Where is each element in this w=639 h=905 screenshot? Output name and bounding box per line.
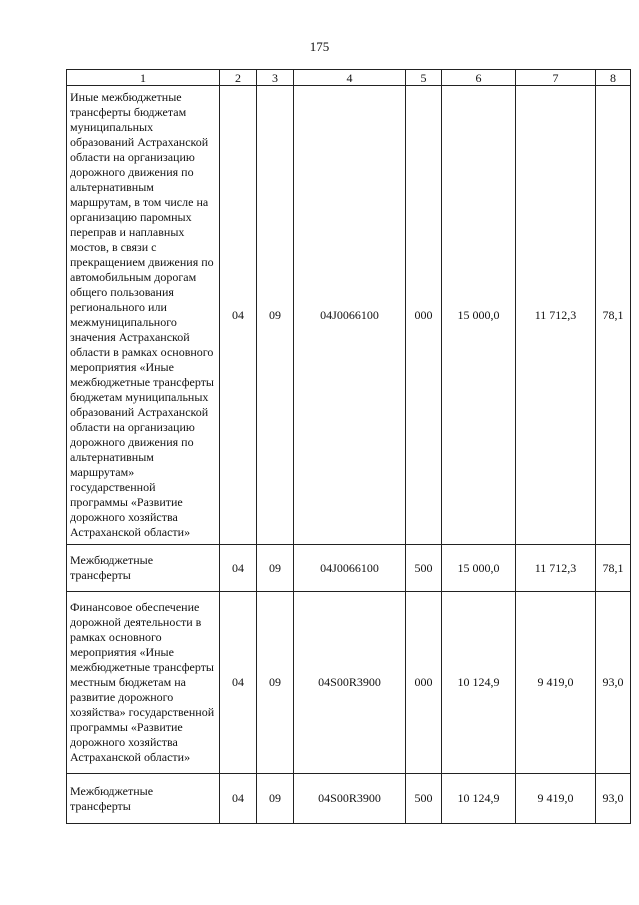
percent-cell: 78,1 <box>596 545 631 592</box>
row-description: Финансовое обеспечение дорожной деятельности в рамках основного мероприятия «Иные межбюджетные трансферты местным бюджетам на развитие дорожного хозяйства» государственной программы «Развитие дорожного хозяйства Астраханской области» <box>67 592 220 774</box>
subsection-cell: 09 <box>257 545 294 592</box>
table-row <box>67 774 631 824</box>
column-header: 1 <box>67 70 220 86</box>
target-code-cell: 04J0066100 <box>294 545 406 592</box>
expense-type-cell: 500 <box>406 774 442 824</box>
row-description: Межбюджетные трансферты <box>67 545 220 592</box>
percent-cell: 93,0 <box>596 592 631 774</box>
page-number: 175 <box>309 39 330 54</box>
section-cell: 04 <box>220 774 257 824</box>
expense-type-cell: 500 <box>406 545 442 592</box>
budget-table <box>66 69 631 824</box>
planned-cell: 10 124,9 <box>442 774 516 824</box>
executed-cell: 11 712,3 <box>516 86 596 545</box>
table-row <box>67 86 631 545</box>
table-header-row <box>67 70 631 86</box>
percent-cell: 78,1 <box>596 86 631 545</box>
percent-cell: 93,0 <box>596 774 631 824</box>
column-header: 2 <box>220 70 257 86</box>
column-header: 7 <box>516 70 596 86</box>
subsection-cell: 09 <box>257 86 294 545</box>
table-row <box>67 592 631 774</box>
table-row <box>67 545 631 592</box>
planned-cell: 15 000,0 <box>442 545 516 592</box>
planned-cell: 15 000,0 <box>442 86 516 545</box>
expense-type-cell: 000 <box>406 592 442 774</box>
target-code-cell: 04J0066100 <box>294 86 406 545</box>
target-code-cell: 04S00R3900 <box>294 774 406 824</box>
column-header: 8 <box>596 70 631 86</box>
subsection-cell: 09 <box>257 774 294 824</box>
section-cell: 04 <box>220 592 257 774</box>
executed-cell: 11 712,3 <box>516 545 596 592</box>
expense-type-cell: 000 <box>406 86 442 545</box>
column-header: 4 <box>294 70 406 86</box>
subsection-cell: 09 <box>257 592 294 774</box>
row-description: Межбюджетные трансферты <box>67 774 220 824</box>
column-header: 6 <box>442 70 516 86</box>
column-header: 5 <box>406 70 442 86</box>
executed-cell: 9 419,0 <box>516 592 596 774</box>
section-cell: 04 <box>220 86 257 545</box>
column-header: 3 <box>257 70 294 86</box>
row-description: Иные межбюджетные трансферты бюджетам муниципальных образований Астраханской области на организацию дорожного движения по альтернативным маршрутам, в том числе на организацию паромных переправ и наплавных мостов, в связи с прекращением движения по автомобильным дорогам общего пользования регионального или межмуниципального значения Астраханской области в рамках основного мероприятия «Иные межбюджетные трансферты бюджетам муниципальных образований Астраханской области на организацию дорожного движения по альтернативным маршрутам» государственной программы «Развитие дорожного хозяйства Астраханской области» <box>67 86 220 545</box>
section-cell: 04 <box>220 545 257 592</box>
target-code-cell: 04S00R3900 <box>294 592 406 774</box>
executed-cell: 9 419,0 <box>516 774 596 824</box>
planned-cell: 10 124,9 <box>442 592 516 774</box>
